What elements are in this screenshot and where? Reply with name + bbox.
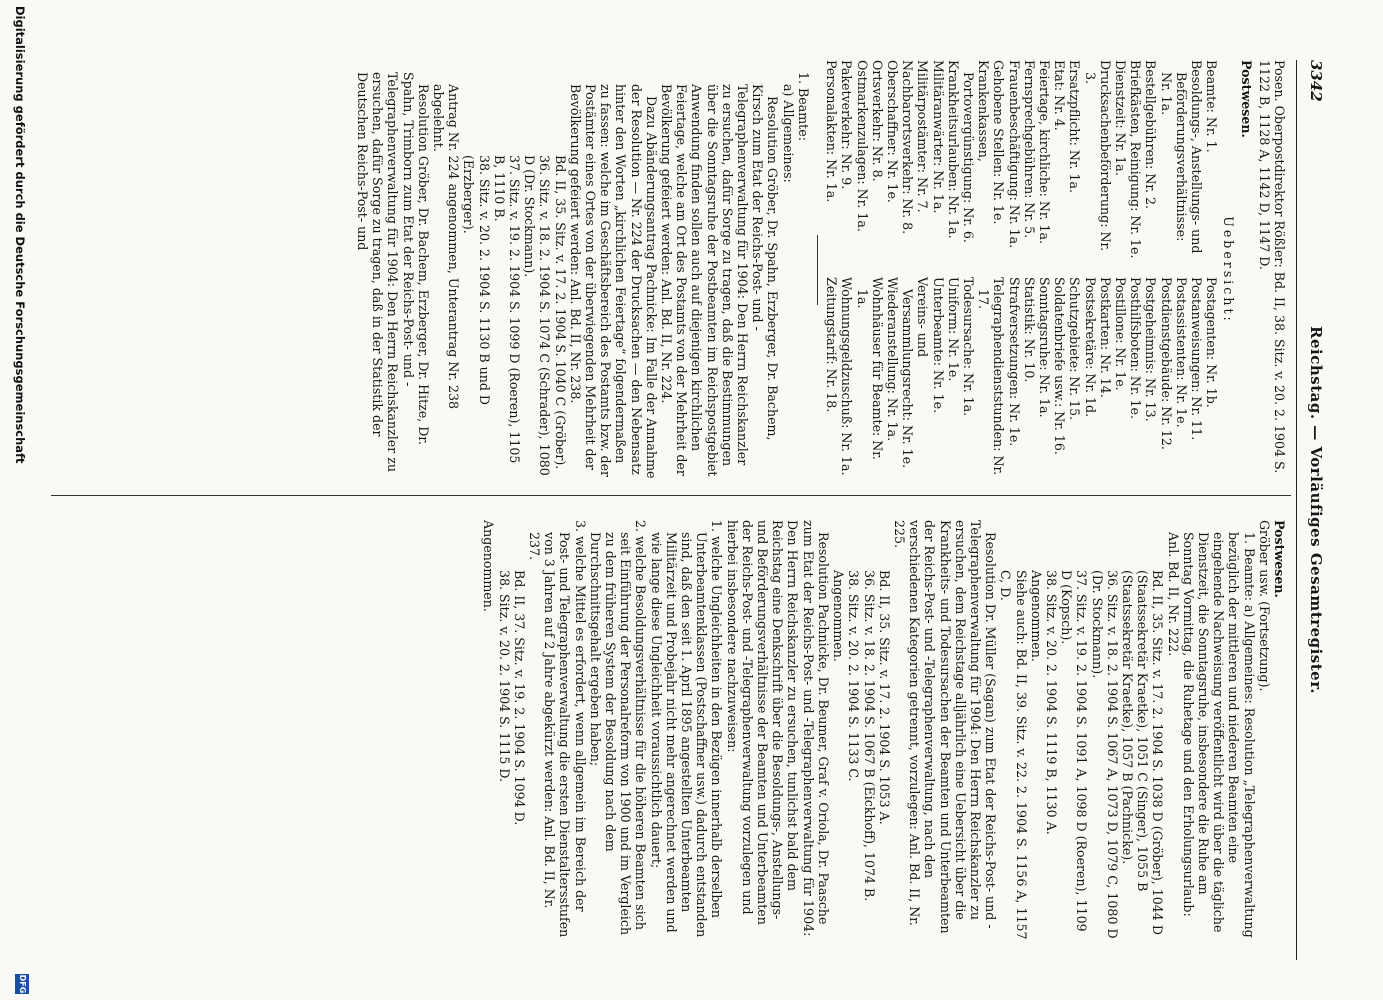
index-entry: Vereins- und Versammlungsrecht: Nr. 1e.: [900, 277, 931, 469]
resolution-text: Resolution Dr. Müller (Sagan) zum Etat der Reichs-Post- und -Telegraphenverwaltung für 1904: Den Herrn Reichskanzler zu ersuchen, dem Reichstage alljährlich eine Uebersicht über die Krankheits- und Todesursachen der Beamten und Unterbeamten der Reichs-Post- und -Telegraphenverwaltung, nach den verschiedenen Kategorien getrennt, vorzulegen: Anl. Bd. II, Nr. 225.: [891, 520, 999, 934]
index-entry: Etat: Nr. 4.: [1052, 60, 1068, 131]
session-reference: 38. Sitz. v. 20. 2. 1904 S. 1133 C.: [846, 570, 862, 782]
separator-rule: [817, 235, 818, 305]
index-entry: Schutzgebiete: Nr. 15.: [1067, 277, 1083, 421]
index-entry: Nachbarortsverkehr: Nr. 8.: [900, 60, 916, 235]
index-entry: Wohnhäuser für Beamte: Nr. 1a.: [854, 277, 885, 460]
index-entry: Krankenkassen, Portovergünstigung: Nr. 6.: [960, 60, 992, 243]
session-reference: 37. Sitz. v. 19. 2. 1904 S. 1099 D (Roeren), 1105 B, 1110 B.: [491, 155, 523, 464]
index-entry: Todesursache: Nr. 1a.: [960, 277, 976, 417]
uebersicht-heading: Uebersicht:: [1221, 216, 1237, 324]
index-entry: Unterbeamte: Nr. 1e.: [930, 277, 946, 414]
right-column: [481, 520, 1287, 940]
left-column: [355, 60, 1287, 480]
index-entry: Posthilfsboten: Nr. 1e.: [1128, 277, 1144, 420]
index-entry: Ersatzpflicht: Nr. 1a.: [1067, 60, 1083, 194]
index-entry: Personalakten: Nr. 1a.: [824, 60, 840, 203]
index-entry: Briefkästen, Reinigung: Nr. 1e.: [1128, 60, 1144, 259]
session-reference: 38. Sitz. v. 20. 2. 1904 S. 1119 B, 1130 A.: [1043, 570, 1059, 835]
resolution-text: Resolution Pachnicke, Dr. Beumer, Graf v. Oriola, Dr. Paasche zum Etat der Reichs-Post- und -Telegraphenverwaltung für 1904: Den Herrn Reichskanzler zu ersuchen, tunlichst bald dem Reichstag eine Denkschrift über die Besoldungs-, Anstellungs- und Beförderungsverhältnisse der Beamten und Unterbeamten der Reichs-Post- und -Telegraphenverwaltung vorzulegen und hierbei insbesondere nachzuweisen:: [724, 520, 831, 937]
session-references: [846, 520, 892, 940]
session-reference: 36. Sitz. v. 18. 2. 1904 S. 1067 B (Eickhoff), 1074 B.: [861, 570, 877, 902]
index-entry: Bestellgebühren: Nr. 2.: [1143, 60, 1159, 210]
numbered-point: 2. welche Besoldungsverhältnisse für die höheren Beamten sich seit Einführung der Personalreform von 1900 und im Vergleich zu dem früheren System der Besoldung nach dem Durchschnittsgehalt ergeben haben;: [587, 520, 649, 936]
index-entry: Drucksachenbeförderung: Nr. 3.: [1082, 60, 1113, 252]
cross-reference: Siehe auch: Bd. II, 39. Sitz. v. 22. 2. 1904 S. 1156 A, 1157 C, D.: [998, 570, 1029, 940]
index-entry: Frauenbeschäftigung: Nr. 1a.: [1006, 60, 1022, 249]
session-references: [1044, 520, 1166, 940]
session-reference: 36. Sitz. v. 18. 2. 1904 S. 1067 A, 1073 D, 1079 C, 1080 D (Dr. Stockmann).: [1089, 570, 1120, 939]
index-entry: Fernsprechgebühren: Nr. 5.: [1021, 60, 1037, 239]
resolution-text: Resolution Gröber, Dr. Bachem, Erzberger, Dr. Hitze, Dr. Spahn, Trimborn zum Etat der Reichs-Post- und -Telegraphenverwaltung für 1904: Den Herrn Reichskanzler zu ersuchen, dafür Sorge zu tragen, daß in der Statistik der Deutschen Reichs-Post- und: [355, 72, 431, 473]
session-reference: Bd. II, 35. Sitz. v. 17. 2. 1904 S. 1038 D (Gröber), 1044 D (Staatssekretär Kraetke), 1051 C (Singer), 1055 B (Staatssekretär Kraetke), 1057 B (Pachnicke).: [1119, 570, 1166, 935]
index-entry: Gehobene Stellen: Nr. 1e.: [991, 60, 1007, 225]
index-entry: Postkarten: Nr. 14.: [1097, 277, 1113, 398]
index-entry: Oberschaffner: Nr. 1e.: [884, 60, 900, 203]
index-entry: Postsekretäre: Nr. 1d.: [1082, 277, 1098, 418]
section-beamte-heading: 1. Beamte:: [795, 72, 811, 141]
subsection-allgemeines-heading: a) Allgemeines:: [780, 84, 796, 183]
index-entry: Ortsverkehr: Nr. 8.: [869, 60, 885, 182]
overview-list-a: [824, 60, 1219, 263]
header-rule: [1296, 60, 1297, 960]
vote-result: Antrag Nr. 224 angenommen, Unterantrag Nr. 238 abgelehnt.: [431, 84, 462, 410]
continued-resolution: 1. Beamte: a) Allgemeines: Resolution „Telegraphenverwaltung bezüglich der mittleren und niederen Beamten eine eingehende Nachweisung veröffentlicht wird über die tägliche Dienstzeit, die Sonntagsruhe, insbesondere die Ruhe am Sonntag Vormittag, die Ruhetage und den Erholungsurlaub: Anl. Bd. II, Nr. 222.: [1165, 532, 1257, 938]
vote-result: Angenommen.: [1028, 570, 1044, 662]
overview-index: [824, 60, 1219, 480]
index-entry: Strafversetzungen: Nr. 1e.: [1006, 277, 1022, 447]
index-entry: Telegraphendienststunden: Nr. 17.: [976, 277, 1007, 476]
session-reference: Bd. II, 35. Sitz. v. 17. 2. 1904 S. 1053 A.: [876, 570, 892, 825]
index-entry: Postanweisungen: Nr. 11.: [1188, 277, 1204, 441]
index-entry: Postassistenten: Nr. 1e.: [1173, 277, 1189, 428]
index-entry: Postagenten: Nr. 1b.: [1204, 277, 1220, 408]
numbered-points: [527, 520, 725, 940]
session-reference: 37. Sitz. v. 19. 2. 1904 S. 1091 A, 1098 D (Roeren), 1109 D (Kopsch).: [1059, 570, 1090, 932]
session-reference: 38. Sitz. v. 20. 2. 1904 S. 1130 B und D (Erzberger).: [461, 155, 492, 405]
index-entry: Ostmarkenzulagen: Nr. 1a.: [854, 60, 870, 232]
continued-heading: Postwesen.: [1272, 520, 1287, 598]
index-entry: Feiertage, kirchliche: Nr. 1a.: [1036, 60, 1052, 245]
session-reference: Bd. II, 37. Sitz. v. 19. 2. 1904 S. 1094 D.: [511, 570, 527, 826]
index-entry: Postillone: Nr. 1e.: [1112, 277, 1128, 391]
session-reference: Bd. II, 35. Sitz. v. 17. 2. 1904 S. 1040 C (Gröber).: [552, 155, 568, 470]
index-entry: Postdienstgebäude: Nr. 12.: [1158, 277, 1174, 450]
index-entry: Sonntagsruhe: Nr. 1a.: [1036, 277, 1052, 418]
index-entry: Dienstzeit: Nr. 1a.: [1112, 60, 1128, 176]
column-divider: [51, 495, 1291, 496]
index-entry: Wohnungsgeldzuschuß: Nr. 1a.: [839, 277, 855, 476]
page-header: [1295, 60, 1325, 960]
index-entry: Militärpostämter: Nr. 7.: [915, 60, 931, 213]
session-reference: 36. Sitz. v. 18. 2. 1904 S. 1074 C (Schrader), 1080 D (Dr. Stockmann).: [522, 155, 553, 476]
index-entry: Krankheitsurlauben: Nr. 1a.: [945, 60, 961, 239]
session-references: [461, 60, 567, 480]
session-reference: 38. Sitz. v. 20. 2. 1904 S. 1115 D.: [496, 570, 512, 783]
posen-entry: Posen. Oberpostdirektor Rößler: Bd. II, 38. Sitz. v. 20. 2. 1904 S. 1122 B, 1128 A, 1142 D, 1147 D.: [1256, 60, 1287, 474]
numbered-point: 1. welche Ungleichheiten in den Bezügen innerhalb derselben Unterbeamtenklassen (Postschaffner usw.) dadurch entstanden sind, daß den seit 1. April 1895 angestellten Unterbeamten Militärzeit und Probejahr nicht mehr angerechnet werden und wie lange diese Ungleichheit voraussichtlich dauert;: [648, 520, 725, 938]
amendment-text: Dazu Abänderungsantrag Pachnicke: Im Falle der Annahme der Resolution — Nr. 224 der Drucksachen — den Nebensatz hinter den Worten „kirchlichen Feiertage“ folgendermaßen zu fassen: welche im Geschäftsbereich des Postamts bzw. der Postämter eines Ortes von der überwiegenden Mehrheit der Bevölkerung gefeiert werden: Anl. Bd. II, Nr. 238.: [567, 84, 659, 479]
dfg-logo: DFG: [15, 974, 29, 994]
index-entry: Uniform: Nr. 1e.: [945, 277, 961, 382]
session-references: [496, 520, 526, 940]
resolution-text: Resolution Gröber, Dr. Spahn, Erzberger, Dr. Bachem, Kirsch zum Etat der Reichs-Post- und -Telegraphenverwaltung für 1904: Den Herrn Reichskanzler zu ersuchen, dafür Sorge zu tragen, daß die Bestimmungen über die Sonntagsruhe der Postbeamten im Reichspostgebiet Anwendung finden sollen auch auf diejenigen kirchlichen Feiertage, welche am Ort des Postamts von der Mehrheit der Bevölkerung gefeiert werden: Anl. Bd. II, Nr. 224.: [659, 84, 781, 477]
index-entry: Postgeheimnis: Nr. 13.: [1143, 277, 1159, 422]
index-entry: Zeitungstarif: Nr. 18.: [824, 277, 840, 413]
index-entry: Militäranwärter: Nr. 1a.: [930, 60, 946, 214]
overview-list-b: [824, 277, 1219, 480]
index-entry: Statistik: Nr. 10.: [1021, 277, 1037, 383]
index-entry: Wiederanstellung: Nr. 1a.: [884, 277, 900, 442]
continued-subheading: Gröber usw. (Fortsetzung).: [1256, 520, 1272, 692]
postwesen-heading: Postwesen.: [1238, 60, 1254, 138]
page-title: Reichstag. — Vorläufiges Gesamtregister.: [1307, 326, 1325, 694]
index-entry: Paketverkehr: Nr. 9.: [839, 60, 855, 190]
numbered-point: 3. welche Mittel es erfordert, wenn allgemein im Bereich der Post- und Telegraphenverwaltung die ersten Dienstaltersstufen von 3 Jahren auf 2 Jahre abgekürzt werden: Anl. Bd. II, Nr. 237.: [527, 520, 588, 938]
vote-result: Angenommen.: [831, 570, 847, 662]
index-entry: Beamte: Nr. 1.: [1204, 60, 1220, 153]
index-entry: Soldatenbriefe usw.: Nr. 16.: [1052, 277, 1068, 455]
page-number: 3342: [1307, 60, 1325, 102]
footer-credit: Digitalisierung gefördert durch die Deutsche Forschungsgemeinschaft: [13, 6, 27, 464]
vote-result: Angenommen.: [481, 520, 497, 612]
index-entry: Besoldungs-, Anstellungs- und Beförderungsverhältnisse: Nr. 1a.: [1158, 60, 1204, 254]
